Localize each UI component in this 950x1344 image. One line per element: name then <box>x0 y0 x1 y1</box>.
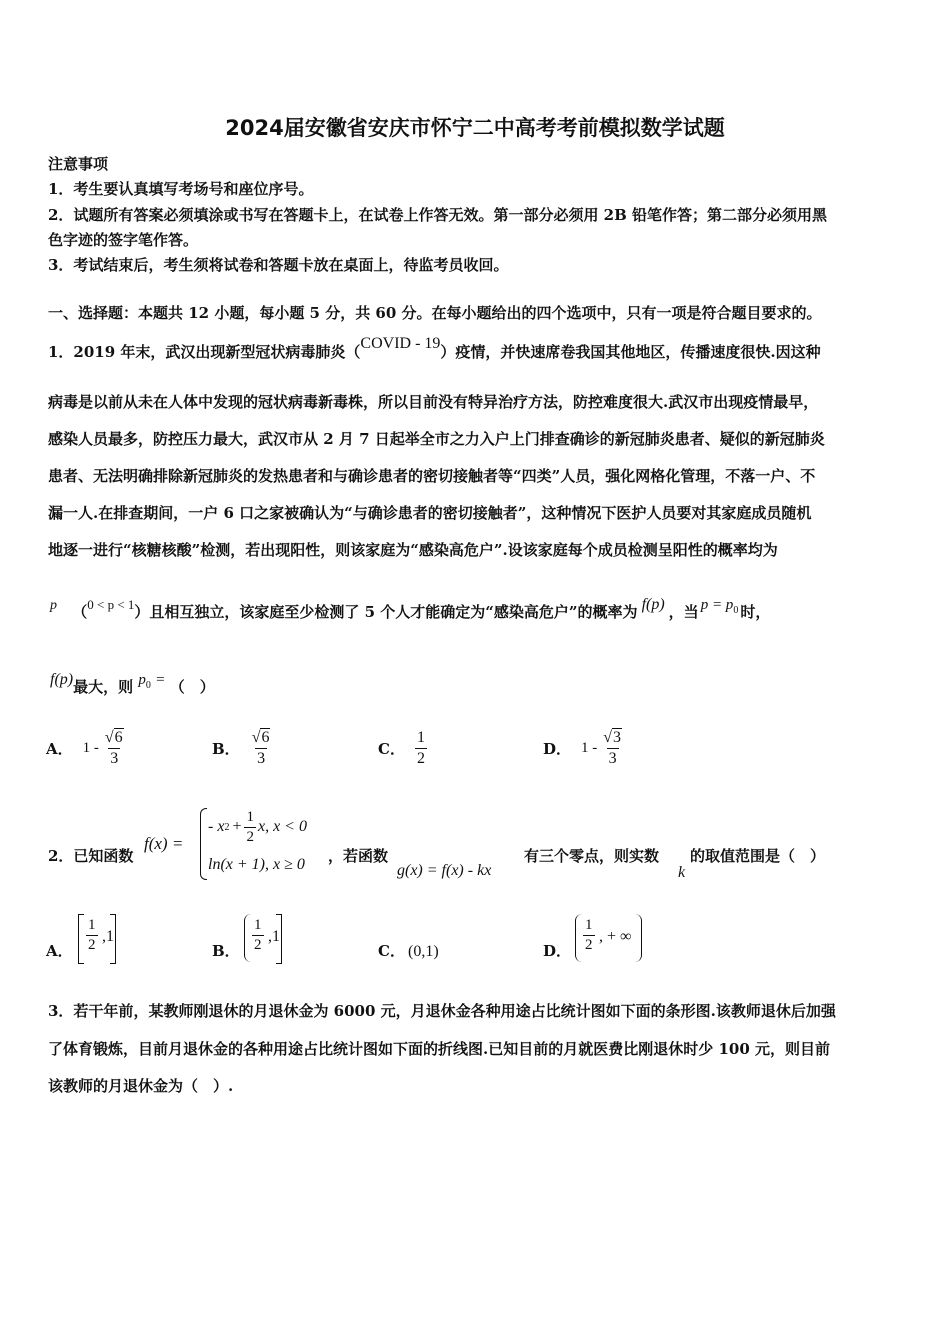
bracket-left <box>78 914 84 964</box>
q2-text: ，若函数 <box>328 847 389 865</box>
interval-text: ,1 <box>102 928 114 945</box>
notice-item: 色字迹的签字笔作答。 <box>48 231 199 249</box>
notice-heading: 注意事项 <box>48 155 109 173</box>
interval-text: ,1 <box>268 928 280 945</box>
frac-denominator: 3 <box>257 749 266 767</box>
q3-line: 3．若干年前，某教师刚退休的月退休金为 6000 元，月退休金各种用途占比统计图如下面的条形图.该教师退休后加强 <box>48 1002 836 1020</box>
paren-right <box>635 914 642 962</box>
frac-denominator: 2 <box>246 828 254 845</box>
option-c[interactable] <box>378 914 498 966</box>
q1-line: 地逐一进行“核糖核酸”检测，若出现阳性，则该家庭为“感染高危户”.设该家庭每个成员检测呈阳性的概率均为 <box>48 541 778 559</box>
q1-line: 漏一人.在排查期间，一户 6 口之家被确认为“与确诊患者的密切接触者”，这种情况下医护人员要对其家庭成员随机 <box>48 504 812 522</box>
paren-left <box>244 914 251 962</box>
option-prefix: 1 - <box>581 739 598 756</box>
math-cond: 0 < p < 1 <box>87 597 135 612</box>
option-fraction <box>415 730 427 767</box>
q1-text: ）且相互独立，该家庭至少检测了 5 个人才能确定为“感染高危户”的概率为 <box>134 603 638 621</box>
q1-text: 最大，则 <box>73 678 134 696</box>
option-label: A． <box>46 942 73 960</box>
option-label: D． <box>543 739 572 758</box>
option-d[interactable] <box>543 914 683 966</box>
case-fraction <box>244 810 256 845</box>
frac-numerator: 1 <box>254 917 262 933</box>
q1-line: p （0 < p < 1）且相互独立，该家庭至少检测了 5 个人才能确定为“感染高危户”的概率为 f(p) ，当 $p = p_0$ 时， <box>50 596 771 621</box>
option-c[interactable] <box>378 722 427 774</box>
option-label: C． <box>378 942 405 960</box>
option-fraction: $\frac{√6}{3}$ <box>104 728 123 767</box>
frac-numerator: 1 <box>246 808 254 825</box>
frac-numerator: 6 <box>261 728 270 746</box>
math-p: p <box>50 598 57 613</box>
notice-item: 1．考生要认真填写考场号和座位序号。 <box>48 180 314 198</box>
option-label: B． <box>212 942 240 960</box>
math-p0: p <box>138 672 146 688</box>
interval-text: (0,1) <box>408 943 439 960</box>
frac-numerator: 1 <box>585 917 593 933</box>
option-d[interactable] <box>543 722 624 774</box>
option-b[interactable] <box>212 722 272 774</box>
case-text: - x <box>208 818 225 835</box>
option-b[interactable] <box>212 914 332 966</box>
interval-text: , + ∞ <box>599 928 632 945</box>
frac-numerator: 1 <box>416 728 425 746</box>
math-sub: 0 <box>733 605 739 616</box>
bracket-right <box>110 914 116 964</box>
q1-line: 病毒是以前从未在人体中发现的冠状病毒新毒株，所以目前没有特异治疗方法，防控难度很大.武汉市出现疫情最早， <box>48 393 819 411</box>
math-fp: f(p) <box>50 671 74 688</box>
case-exponent: 2 <box>224 821 230 833</box>
option-prefix: 1 - <box>82 739 99 756</box>
math-p-eq: p = p <box>700 597 734 613</box>
option-fraction: $\frac{√3}{3}$ <box>603 728 622 767</box>
piecewise-brace <box>200 808 207 880</box>
frac-numerator: 6 <box>114 728 123 746</box>
q1-text: ）疫情，并快速席卷我国其他地区，传播速度很快.因这种 <box>440 343 821 361</box>
option-fraction <box>583 918 595 953</box>
answer-blank: （ ） <box>169 678 215 696</box>
case-text: + <box>232 818 242 835</box>
frac-numerator: 3 <box>613 728 622 746</box>
option-fraction: $\frac{√6}{3}$ <box>251 728 270 767</box>
notice-item: 3．考试结束后，考生须将试卷和答题卡放在桌面上，待监考员收回。 <box>48 256 509 274</box>
q1-line: 感染人员最多，防控压力最大，武汉市从 2 月 7 日起举全市之力入户上门排查确诊的新冠肺炎患者、疑似的新冠肺炎 <box>48 430 825 448</box>
frac-numerator: 1 <box>88 917 96 933</box>
q1-text: 时， <box>740 603 771 621</box>
math-k: k <box>678 864 686 881</box>
frac-denominator: 2 <box>88 937 96 953</box>
frac-denominator: 3 <box>608 749 617 767</box>
page-title: 2024届安徽省安庆市怀宁二中高考考前模拟数学试题 <box>225 116 725 140</box>
q3-line: 该教师的月退休金为（ ）. <box>48 1077 234 1095</box>
notice-item: 2．试题所有答案必须填涂或书写在答题卡上，在试卷上作答无效。第一部分必须用 2B 铅笔作答；第二部分必须用黑 <box>48 206 828 224</box>
piecewise-case-1 <box>208 808 307 846</box>
frac-denominator: 2 <box>254 937 262 953</box>
option-a[interactable] <box>46 914 166 966</box>
q2-text: 的取值范围是（ ） <box>690 847 826 865</box>
bracket-right <box>276 914 282 964</box>
q1-text: 1．2019 年末，武汉出现新型冠状病毒肺炎（ <box>48 343 361 361</box>
frac-denominator: 3 <box>110 749 119 767</box>
math-fp: f(p) <box>641 596 665 613</box>
q3-line: 了体育锻炼，目前月退休金的各种用途占比统计图如下面的折线图.已知目前的月就医费比刚退休时少 100 元，则目前 <box>48 1040 830 1058</box>
q1-line: 患者、无法明确排除新冠肺炎的发热患者和与确诊患者的密切接触者等“四类”人员，强化网格化管理，不落一户、不 <box>48 467 816 485</box>
q1-text: ，当 <box>668 603 699 621</box>
frac-denominator: 2 <box>585 937 593 953</box>
option-label: B． <box>212 739 240 758</box>
frac-denominator: 2 <box>416 749 425 767</box>
math-sub: 0 <box>145 680 151 691</box>
option-a[interactable] <box>46 722 126 774</box>
q2-text: 有三个零点，则实数 <box>524 847 660 865</box>
option-label: C． <box>378 739 405 758</box>
option-label: D． <box>543 942 572 960</box>
case-text: x, x < 0 <box>257 818 307 835</box>
q1-line <box>50 671 215 699</box>
section-heading: 一、选择题：本题共 12 小题，每小题 5 分，共 60 分。在每小题给出的四个选项中，只有一项是符合题目要求的。 <box>48 304 822 322</box>
paren-left <box>575 914 582 962</box>
math-gx: g(x) = f(x) - kx <box>397 862 492 879</box>
option-label: A． <box>46 739 73 758</box>
option-fraction <box>86 918 98 953</box>
math-eq: = <box>156 672 165 688</box>
covid-label: COVID - 19 <box>360 335 441 352</box>
q1-line <box>48 335 821 362</box>
math-fx: f(x) = <box>144 834 184 853</box>
q2-label: 2．已知函数 <box>48 847 134 865</box>
piecewise-case-2: ln(x + 1), x ≥ 0 <box>208 856 305 873</box>
option-fraction <box>252 918 264 953</box>
